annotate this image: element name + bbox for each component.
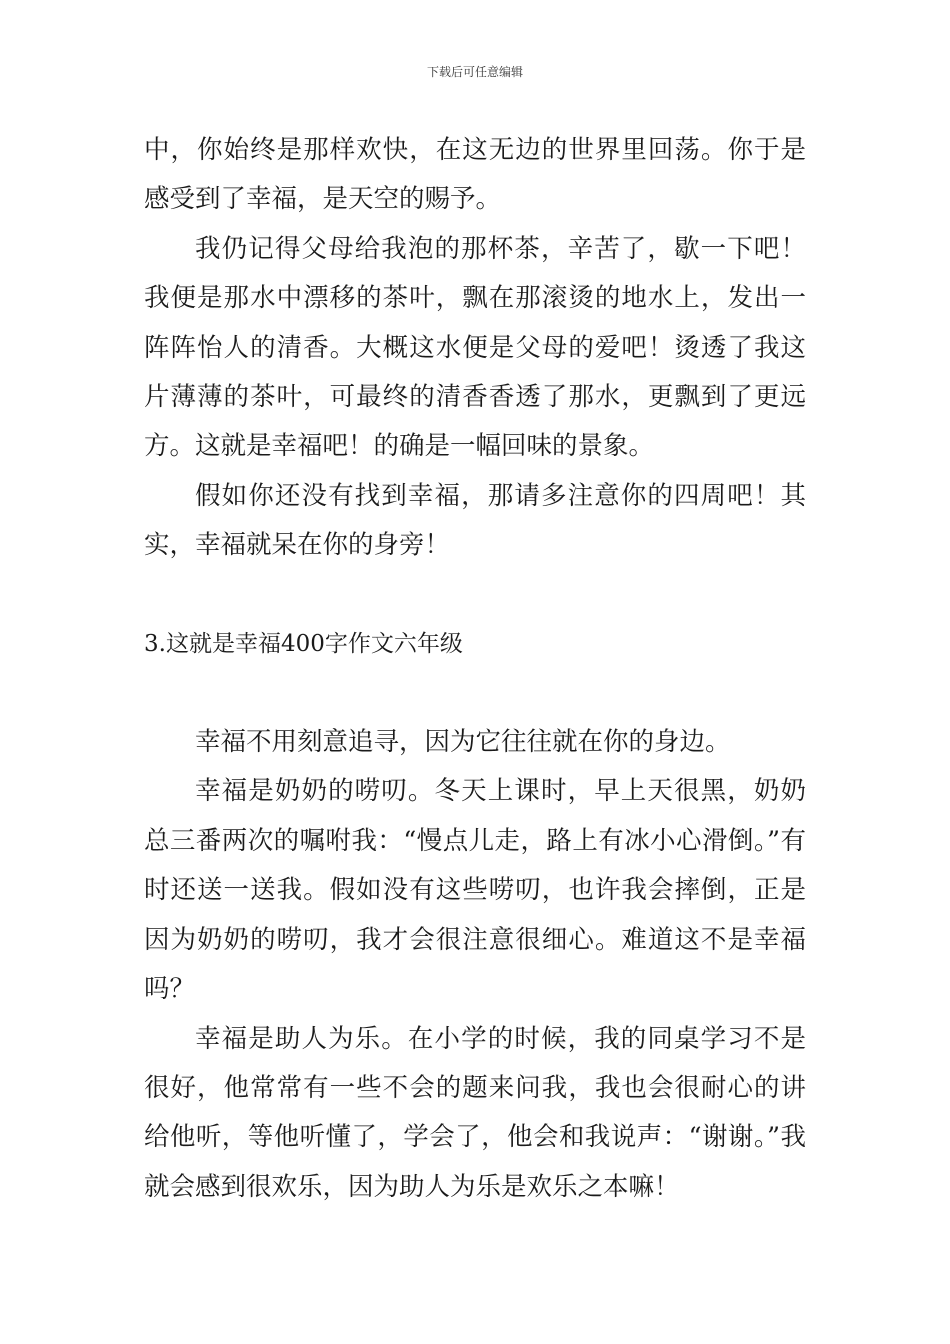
paragraph: 假如你还没有找到幸福，那请多注意你的四周吧！其实，幸福就呆在你的身旁！ (144, 480, 806, 561)
paragraph: 幸福是助人为乐。在小学的时候，我的同桌学习不是很好，他常常有一些不会的题来问我，我也会很耐心的讲给他听，等他听懂了，学会了，他会和我说声：“谢谢。”我就会感到很欢乐，因为助人为乐是欢乐之本嘛！ (144, 1023, 806, 1202)
spacer (144, 669, 806, 718)
section-title: 3.这就是幸福400字作文六年级 (144, 630, 463, 657)
paragraph: 幸福是奶奶的唠叨。冬天上课时，早上天很黑，奶奶总三番两次的嘱咐我：“慢点儿走，路上有冰小心滑倒。”有时还送一送我。假如没有这些唠叨，也许我会摔倒，正是因为奶奶的唠叨，我才会很注意很细心。难道这不是幸福吗？ (144, 776, 806, 1005)
document-body (144, 126, 806, 1212)
spacer (144, 571, 806, 620)
page-header: 下载后可任意编辑 (426, 65, 523, 79)
paragraph: 中，你始终是那样欢快，在这无边的世界里回荡。你于是感受到了幸福，是天空的赐予。 (144, 135, 806, 215)
paragraph: 我仍记得父母给我泡的那杯茶，辛苦了，歇一下吧！我便是那水中漂移的茶叶，飘在那滚烫的地水上，发出一阵阵怡人的清香。大概这水便是父母的爱吧！烫透了我这片薄薄的茶叶，可最终的清香香透了那水，更飘到了更远方。这就是幸福吧！的确是一幅回味的景象。 (144, 233, 806, 462)
paragraph: 幸福不用刻意追寻，因为它往往就在你的身边。 (195, 727, 731, 758)
